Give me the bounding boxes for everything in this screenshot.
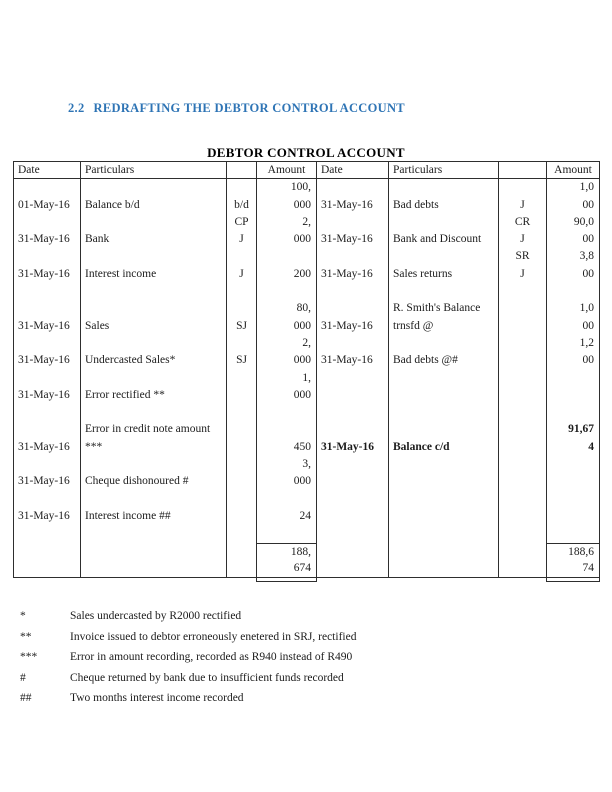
table-cell: 000 xyxy=(257,473,317,490)
table-cell xyxy=(14,560,81,577)
table-cell: 31-May-16 xyxy=(14,231,81,248)
table-cell xyxy=(389,404,499,421)
table-cell: 24 xyxy=(257,508,317,525)
table-cell xyxy=(227,370,257,387)
table-cell: 31-May-16 xyxy=(317,318,389,335)
table-cell xyxy=(389,248,499,265)
table-cell xyxy=(81,560,227,577)
table-cell xyxy=(14,283,81,300)
table-cell xyxy=(317,387,389,404)
footnote-text: Two months interest income recorded xyxy=(70,692,244,705)
table-cell: 31-May-16 xyxy=(14,508,81,525)
section-heading-number: 2.2 xyxy=(68,101,85,115)
table-cell: 31-May-16 xyxy=(14,387,81,404)
header-cell xyxy=(499,162,547,179)
table-cell xyxy=(227,560,257,577)
header-cell: Amount xyxy=(257,162,317,179)
table-cell xyxy=(499,508,547,525)
table-cell xyxy=(547,387,599,404)
table-cell xyxy=(257,491,317,508)
footnote-text: Error in amount recording, recorded as R940 instead of R490 xyxy=(70,651,353,664)
table-cell: 90,0 xyxy=(573,215,594,228)
table-cell xyxy=(14,214,81,231)
table-cell xyxy=(317,300,389,317)
table-cell xyxy=(81,335,227,352)
table-cell xyxy=(317,543,389,560)
table-cell xyxy=(317,456,389,473)
debtor-control-account-table xyxy=(13,161,600,578)
table-cell: Interest income xyxy=(81,266,227,283)
table-cell xyxy=(81,179,227,196)
table-cell: 2, xyxy=(257,214,317,231)
table-cell: 31-May-16 xyxy=(317,197,389,214)
table-cell xyxy=(499,370,547,387)
footnote-item xyxy=(20,668,356,689)
table-cell xyxy=(499,335,547,352)
table-cell: 00 xyxy=(582,267,594,280)
table-cell xyxy=(227,283,257,300)
table-cell xyxy=(499,404,547,421)
table-cell xyxy=(317,335,389,352)
table-cell: 31-May-16 xyxy=(317,352,389,369)
table-cell: 000 xyxy=(257,387,317,404)
footnote-symbol: *** xyxy=(20,651,38,664)
table-cell xyxy=(81,214,227,231)
table-cell xyxy=(14,525,81,542)
table-cell xyxy=(389,387,499,404)
table-cell xyxy=(317,491,389,508)
footnote-text: Sales undercasted by R2000 rectified xyxy=(70,610,242,622)
table-cell xyxy=(81,248,227,265)
table-cell: Sales returns xyxy=(389,266,499,283)
footnote-text: Invoice issued to debtor erroneously enetered in SRJ, rectified xyxy=(70,630,357,643)
table-cell: 31-May-16 xyxy=(14,266,81,283)
table-cell: 74 xyxy=(547,560,599,577)
table-cell xyxy=(389,508,499,525)
table-cell xyxy=(499,318,547,335)
table-cell: CP xyxy=(227,214,257,231)
footnotes xyxy=(20,606,356,709)
table-cell xyxy=(227,543,257,560)
table-cell xyxy=(81,283,227,300)
table-cell xyxy=(317,525,389,542)
header-cell: Date xyxy=(14,162,81,179)
table-cell: *** xyxy=(81,439,227,456)
table-cell xyxy=(81,525,227,542)
table-cell: 188,6 xyxy=(547,543,599,560)
table-cell: 1,0 xyxy=(579,302,594,315)
table-cell: 31-May-16 xyxy=(317,266,389,283)
table-cell: 00 xyxy=(582,319,594,332)
table-cell xyxy=(389,491,499,508)
table-cell: 80, xyxy=(257,300,317,317)
table-cell: Cheque dishonoured # xyxy=(81,473,227,490)
table-cell: 1,2 xyxy=(579,336,594,349)
header-cell: Particulars xyxy=(389,162,499,179)
table-cell xyxy=(317,179,389,196)
table-cell xyxy=(547,491,599,508)
table-cell: Bank and Discount xyxy=(389,231,499,248)
table-cell xyxy=(499,300,547,317)
table-cell: Sales xyxy=(81,318,227,335)
table-cell xyxy=(14,421,81,438)
header-cell: Date xyxy=(317,162,389,179)
table-cell: 2, xyxy=(257,335,317,352)
table-cell: Balance c/d xyxy=(389,439,499,456)
table-cell: Error in credit note amount xyxy=(81,421,227,438)
table-cell xyxy=(227,491,257,508)
footnote-symbol: ** xyxy=(20,630,32,643)
table-cell: 000 xyxy=(257,197,317,214)
table-cell xyxy=(14,335,81,352)
table-cell xyxy=(499,525,547,542)
table-cell xyxy=(14,248,81,265)
table-cell: SJ xyxy=(227,318,257,335)
table-cell xyxy=(389,283,499,300)
table-cell: J xyxy=(499,231,547,248)
table-cell xyxy=(317,248,389,265)
table-cell: SJ xyxy=(227,352,257,369)
table-cell xyxy=(499,387,547,404)
header-cell: Particulars xyxy=(81,162,227,179)
table-cell xyxy=(14,404,81,421)
table-cell xyxy=(227,404,257,421)
table-cell xyxy=(317,508,389,525)
table-cell: J xyxy=(499,266,547,283)
table-cell xyxy=(499,560,547,577)
table-cell xyxy=(547,370,599,387)
table-cell xyxy=(227,508,257,525)
table-cell xyxy=(317,560,389,577)
table-cell: 00 xyxy=(582,233,594,246)
footnote-item xyxy=(20,627,356,648)
table-cell xyxy=(227,335,257,352)
table-cell xyxy=(227,179,257,196)
table-cell: 31-May-16 xyxy=(14,473,81,490)
table-cell: CR xyxy=(499,214,547,231)
table-cell: Bad debts @# xyxy=(389,352,499,369)
table-cell xyxy=(81,491,227,508)
table-cell xyxy=(227,421,257,438)
footnote-item xyxy=(20,606,356,627)
table-cell xyxy=(81,543,227,560)
table-cell: 200 xyxy=(257,266,317,283)
table-cell xyxy=(257,283,317,300)
table-cell xyxy=(499,473,547,490)
table-cell xyxy=(257,404,317,421)
footnote-text: Cheque returned by bank due to insufficient funds recorded xyxy=(70,671,344,684)
table-cell xyxy=(227,473,257,490)
table-cell: 4 xyxy=(588,440,594,453)
table-cell xyxy=(227,439,257,456)
table-cell: b/d xyxy=(227,197,257,214)
table-cell: Interest income ## xyxy=(81,508,227,525)
table-cell xyxy=(81,300,227,317)
table-cell: J xyxy=(227,231,257,248)
table-cell: J xyxy=(499,197,547,214)
table-cell xyxy=(547,404,599,421)
footnote-symbol: # xyxy=(20,671,26,684)
table-cell: 01-May-16 xyxy=(14,197,81,214)
section-heading xyxy=(68,101,405,116)
table-cell: 00 xyxy=(582,198,594,211)
table-cell xyxy=(389,525,499,542)
table-cell xyxy=(317,214,389,231)
table-cell xyxy=(81,456,227,473)
table-cell xyxy=(389,335,499,352)
table-cell xyxy=(227,456,257,473)
table-cell xyxy=(317,370,389,387)
table-cell: 31-May-16 xyxy=(317,231,389,248)
table-cell xyxy=(227,300,257,317)
table-cell xyxy=(81,404,227,421)
table-cell: 1,0 xyxy=(579,181,594,194)
header-cell: Amount xyxy=(547,162,599,179)
table-cell: R. Smith's Balance xyxy=(389,300,499,317)
table-cell xyxy=(499,491,547,508)
table-cell: Undercasted Sales* xyxy=(81,352,227,369)
table-cell xyxy=(14,300,81,317)
table-cell: 000 xyxy=(257,231,317,248)
table-cell xyxy=(257,525,317,542)
table-cell xyxy=(14,370,81,387)
table-cell: 31-May-16 xyxy=(14,439,81,456)
table-cell: trnsfd @ xyxy=(389,318,499,335)
footnote-item xyxy=(20,688,356,709)
table-cell: 1, xyxy=(257,370,317,387)
table-cell xyxy=(14,456,81,473)
table-cell xyxy=(389,421,499,438)
table-cell xyxy=(499,179,547,196)
table-cell: 00 xyxy=(582,354,594,367)
table-cell: Bad debts xyxy=(389,197,499,214)
table-cell: 450 xyxy=(257,439,317,456)
table-cell xyxy=(547,508,599,525)
table-cell xyxy=(499,421,547,438)
table-cell: 3, xyxy=(257,456,317,473)
table-cell xyxy=(317,473,389,490)
table-cell xyxy=(14,491,81,508)
table-cell xyxy=(547,525,599,542)
table-title: DEBTOR CONTROL ACCOUNT xyxy=(207,145,405,160)
table-cell: 000 xyxy=(257,318,317,335)
table-cell: 000 xyxy=(257,352,317,369)
table-cell xyxy=(14,179,81,196)
table-cell: Error rectified ** xyxy=(81,387,227,404)
table-cell xyxy=(389,456,499,473)
table-cell: Balance b/d xyxy=(81,197,227,214)
table-cell xyxy=(317,404,389,421)
table-cell xyxy=(257,421,317,438)
table-cell xyxy=(499,456,547,473)
table-cell xyxy=(499,543,547,560)
table-cell: 91,67 xyxy=(568,423,594,436)
header-cell xyxy=(227,162,257,179)
table-cell xyxy=(257,248,317,265)
table-cell: SR xyxy=(499,248,547,265)
footnote-symbol: * xyxy=(20,610,26,622)
footnote-symbol: ## xyxy=(20,692,32,705)
table-cell: J xyxy=(227,266,257,283)
table-cell: Bank xyxy=(81,231,227,248)
table-cell: 31-May-16 xyxy=(317,439,389,456)
table-cell: 3,8 xyxy=(579,250,594,263)
table-cell xyxy=(389,179,499,196)
table-cell xyxy=(547,456,599,473)
table-cell: 31-May-16 xyxy=(14,318,81,335)
table-cell xyxy=(499,439,547,456)
table-cell: 674 xyxy=(257,560,317,577)
table-cell xyxy=(317,283,389,300)
table-cell xyxy=(317,421,389,438)
table-cell xyxy=(499,283,547,300)
table-cell: 31-May-16 xyxy=(14,352,81,369)
table-cell xyxy=(499,352,547,369)
table-cell xyxy=(547,283,599,300)
table-cell xyxy=(389,473,499,490)
table-cell xyxy=(227,525,257,542)
table-cell xyxy=(547,473,599,490)
table-cell xyxy=(389,214,499,231)
table-cell: 188, xyxy=(257,543,317,560)
table-cell xyxy=(227,387,257,404)
table-cell xyxy=(389,543,499,560)
table-cell xyxy=(389,560,499,577)
table-cell xyxy=(81,370,227,387)
table-cell xyxy=(14,543,81,560)
table-cell xyxy=(389,370,499,387)
section-heading-text: REDRAFTING THE DEBTOR CONTROL ACCOUNT xyxy=(93,101,405,115)
footnote-item xyxy=(20,647,356,668)
table-cell xyxy=(227,248,257,265)
table-cell: 100, xyxy=(257,179,317,196)
